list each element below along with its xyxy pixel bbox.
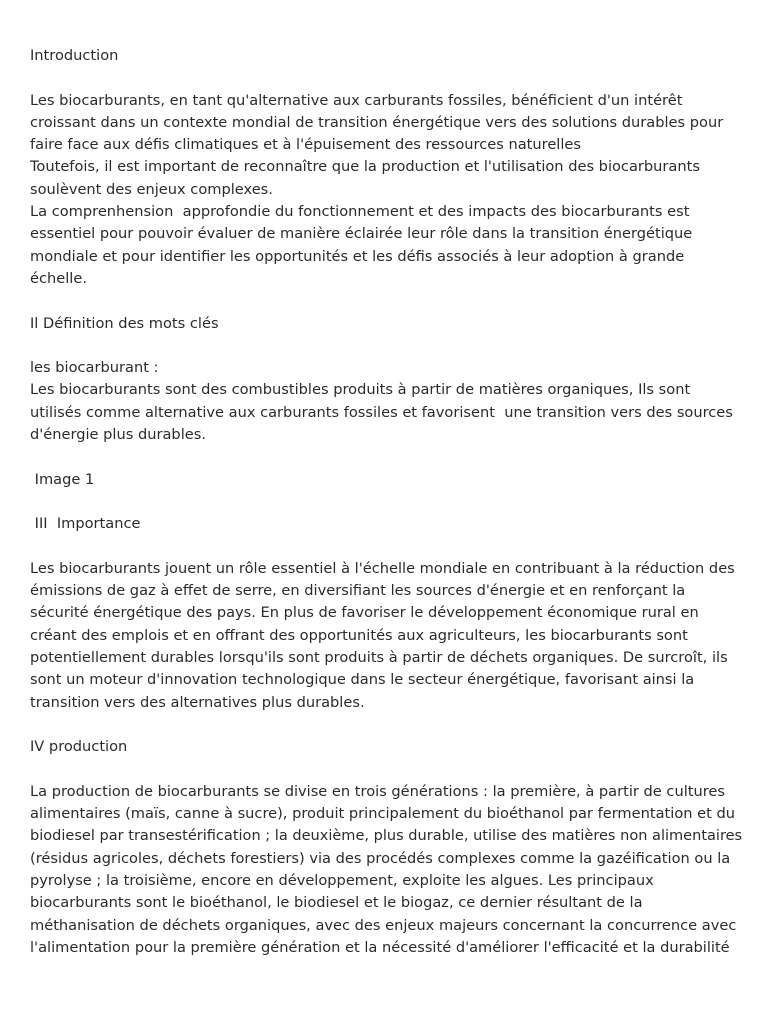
spacer [30,714,742,736]
image-placeholder: Image 1 [30,470,95,488]
text-line: créant des emplois et en offrant des opportunités aux agriculteurs, les biocarburants sont [30,626,688,644]
text-line: essentiel pour pouvoir évaluer de manière éclairée leur rôle dans la transition énergétique [30,225,693,243]
section-heading-production: IV production [30,738,128,756]
text-line: sont un moteur d'innovation technologique dans le secteur énergétique, favorisant ainsi la [30,671,695,689]
section-heading-importance: III Importance [30,515,141,533]
text-line: utilisés comme alternative aux carburants fossiles et favorisent une transition vers des sources [30,403,733,421]
text-line: émissions de gaz à effet de serre, en diversifiant les sources d'énergie et en renforçant la [30,582,686,600]
text-line: pyrolyse ; la troisième, encore en développement, exploite les algues. Les principaux [30,871,654,889]
spacer [30,446,742,468]
text-line: Les biocarburants, en tant qu'alternative aux carburants fossiles, bénéficient d'un intérêt [30,91,683,109]
text-line: faire face aux défis climatiques et à l'épuisement des ressources naturelles [30,136,581,154]
spacer [30,759,742,781]
document-page [30,45,742,959]
text-line: biodiesel par transestérification ; la deuxième, plus durable, utilise des matières non alimentaires [30,827,743,845]
text-line: potentiellement durables lorsqu'ils sont produits à partir de déchets organiques. De surcroît, ils [30,649,728,667]
text-line: méthanisation de déchets organiques, avec des enjeux majeurs concernant la concurrence avec [30,916,737,934]
spacer [30,491,742,513]
text-line: biocarburants sont le bioéthanol, le biodiesel et le biogaz, ce dernier résultant de la [30,894,643,912]
spacer [30,335,742,357]
text-line: alimentaires (maïs, canne à sucre), produit principalement du bioéthanol par fermentation et du [30,805,735,823]
text-line: croissant dans un contexte mondial de transition énergétique vers des solutions durables pour [30,113,724,131]
text-line: sécurité énergétique des pays. En plus de favoriser le développement économique rural en [30,604,699,622]
importance-paragraph [30,558,742,714]
text-line: Les biocarburants jouent un rôle essentiel à l'échelle mondiale en contribuant à la réduction des [30,559,735,577]
text-line: d'énergie plus durables. [30,426,206,444]
section-heading-definitions: Il Définition des mots clés [30,314,219,332]
text-line: Les biocarburants sont des combustibles produits à partir de matières organiques, Ils sont [30,381,691,399]
production-paragraph [30,781,742,959]
text-line: transition vers des alternatives plus durables. [30,693,365,711]
keyword-definition [30,379,742,446]
text-line: Toutefois, il est important de reconnaître que la production et l'utilisation des biocarburants [30,158,700,176]
text-line: soulèvent des enjeux complexes. [30,180,273,198]
intro-paragraph [30,90,742,291]
text-line: l'alimentation pour la première génération et la nécessité d'améliorer l'efficacité et la durabilité [30,938,730,956]
text-line: La production de biocarburants se divise en trois générations : la première, à partir de cultures [30,782,725,800]
text-line: La comprenhension approfondie du fonctionnement et des impacts des biocarburants est [30,203,690,221]
intro-heading: Introduction [30,47,119,64]
spacer [30,67,742,89]
keyword-term: les biocarburant : [30,359,159,377]
text-line: (résidus agricoles, déchets forestiers) via des procédés complexes comme la gazéification ou la [30,849,731,867]
spacer [30,290,742,312]
text-line: échelle. [30,269,87,287]
text-line: mondiale et pour identifier les opportunités et les défis associés à leur adoption à grande [30,247,685,265]
spacer [30,536,742,558]
